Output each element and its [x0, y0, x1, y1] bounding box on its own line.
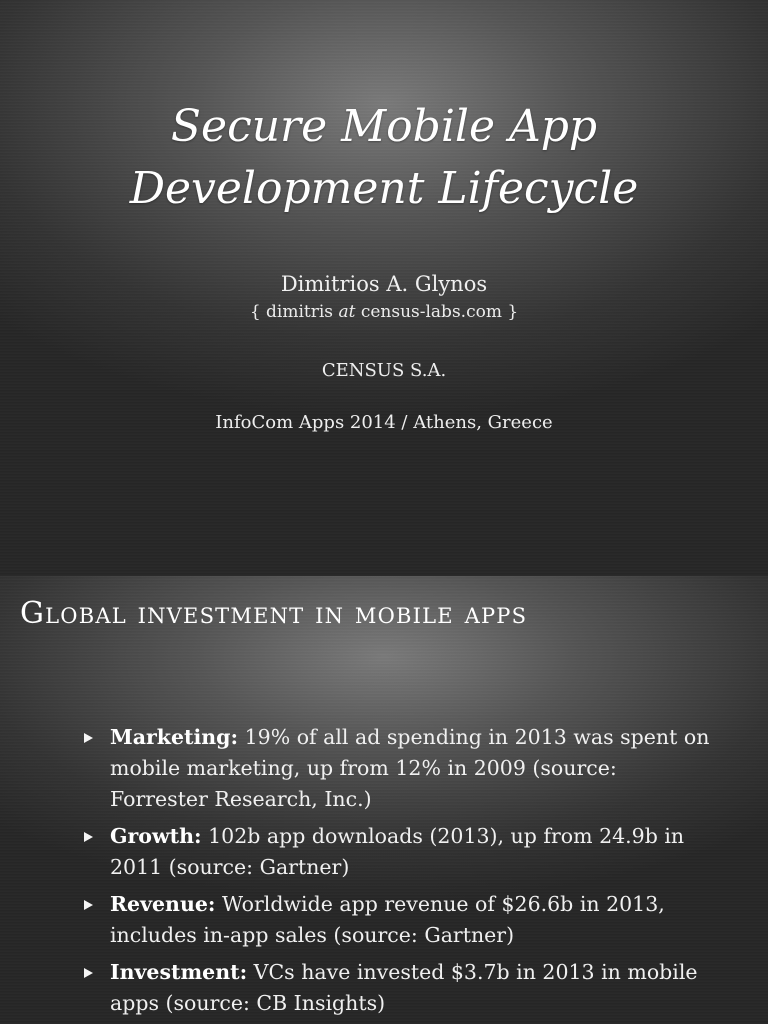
bullet-label: Growth: [110, 824, 202, 848]
email-user: { dimitris [249, 302, 334, 322]
author-email [0, 302, 768, 322]
bullet-item-marketing [80, 722, 720, 815]
bullet-text: Worldwide app revenue of $26.6b in 2013, includes in-app sales (source: Gartner) [110, 892, 665, 947]
triangle-bullet-icon [84, 733, 93, 743]
bullet-text: 102b app downloads (2013), up from 24.9b in 2011 (source: Gartner) [110, 824, 685, 879]
triangle-bullet-icon [84, 832, 93, 842]
slide-title-line-2: Development Lifecycle [129, 163, 639, 214]
bullet-text: VCs have invested $3.7b in 2013 in mobile apps (source: CB Insights) [110, 960, 698, 1015]
slide-title [0, 96, 768, 220]
event-name: InfoCom Apps 2014 / Athens, Greece [215, 412, 553, 433]
bullet-item-growth [80, 821, 720, 883]
slide-title-line-1: Secure Mobile App [170, 101, 598, 152]
bullet-item-revenue [80, 889, 720, 951]
triangle-bullet-icon [84, 900, 93, 910]
bullet-label: Marketing: [110, 725, 239, 749]
bullet-list [80, 722, 720, 1024]
organization: CENSUS S.A. [321, 360, 447, 381]
bullet-text: 19% of all ad spending in 2013 was spent on mobile marketing, up from 12% in 2009 (source: Forrester Research, Inc.) [110, 725, 710, 811]
author-name: Dimitrios A. Glynos [280, 272, 488, 296]
email-domain: census-labs.com } [360, 302, 519, 322]
triangle-bullet-icon [84, 968, 93, 978]
bullet-item-investment [80, 957, 720, 1019]
bullet-label: Revenue: [110, 892, 216, 916]
slide-heading: Global investment in mobile apps [20, 596, 528, 631]
content-slide [0, 576, 768, 1024]
email-at: at [338, 302, 356, 322]
bullet-label: Investment: [110, 960, 248, 984]
